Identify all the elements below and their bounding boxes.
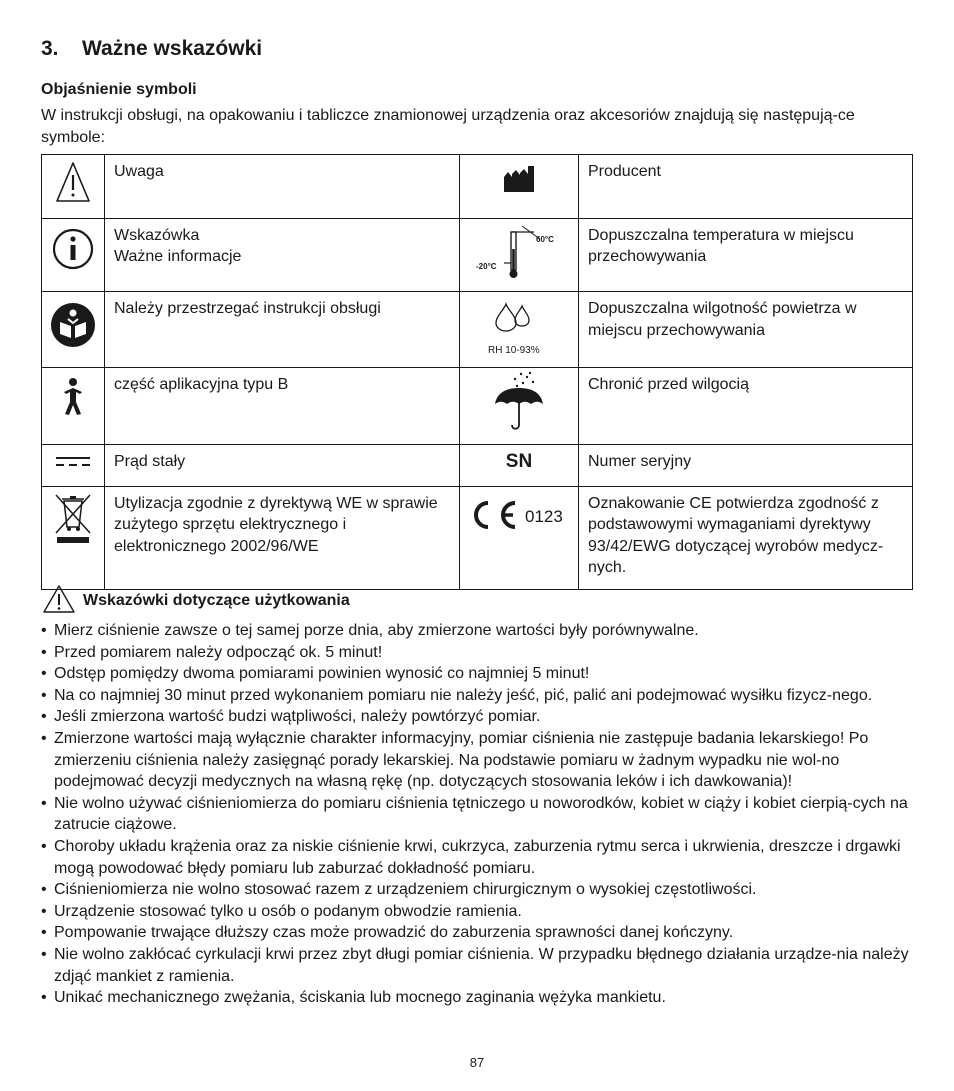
bullet-marker: •: [41, 924, 47, 942]
page-number: 87: [469, 1055, 485, 1070]
bullet-marker: •: [41, 902, 47, 920]
list-item-text: Nie wolno zakłócać cyrkulacji krwi przez zbyt długi pomiar ciśnienia. W przypadku błędnego działania urządze-nia należy zdjąć mankiet z ramienia.: [54, 945, 909, 985]
symbol-description: Producent: [579, 155, 913, 219]
list-item-text: Choroby układu krążenia oraz za niskie ciśnienie krwi, cukrzyca, zaburzenia rytmu serca i ukrwienia, dreszcze i drgawki mogą powodować błędy pomiaru lub zaburzać dokładność pomiaru.: [54, 837, 901, 877]
list-item: [41, 663, 916, 685]
humidity-range-label: RH 10-93%: [488, 345, 540, 356]
symbol-description: Dopuszczalna wilgotność powietrza w miejscu przechowywania: [579, 292, 913, 368]
serial-number-icon: [460, 445, 579, 487]
section-title: [41, 37, 262, 61]
table-row: [42, 445, 913, 487]
serial-number-label: SN: [505, 451, 533, 472]
symbol-description: Wskazówka Ważne informacje: [105, 218, 460, 292]
list-item: [41, 793, 916, 836]
manufacturer-icon: [460, 155, 579, 219]
warning-triangle-icon: [41, 584, 77, 614]
bullet-marker: •: [41, 945, 47, 963]
symbols-intro: W instrukcji obsługi, na opakowaniu i tabliczce znamionowej urządzenia oraz akcesoriów znajdują się następują-ce symbole:: [41, 107, 855, 146]
bullet-marker: •: [41, 837, 47, 855]
list-item-text: Jeśli zmierzona wartość budzi wątpliwości, należy powtórzyć pomiar.: [54, 708, 541, 726]
list-item-text: Unikać mechanicznego zwężania, ściskania lub mocnego zaginania wężyka mankietu.: [54, 989, 666, 1007]
list-item: [41, 620, 916, 642]
weee-bin-icon: [42, 486, 105, 590]
list-item: [41, 642, 916, 664]
usage-heading: Wskazówki dotyczące użytkowania: [83, 592, 350, 609]
symbol-description: Utylizacja zgodnie z dyrektywą WE w sprawie zużytego sprzętu elektrycznego i elektronicznego 2002/96/WE: [105, 486, 460, 590]
warning-triangle-icon: [42, 155, 105, 219]
keep-dry-umbrella-icon: [460, 367, 579, 445]
ce-mark-icon: [460, 486, 579, 590]
temperature-limit-icon: [460, 218, 579, 292]
table-row: [42, 218, 913, 292]
bullet-marker: •: [41, 643, 47, 661]
list-item: [41, 879, 916, 901]
bullet-marker: •: [41, 622, 47, 639]
symbol-description: Prąd stały: [105, 445, 460, 487]
list-item-text: Nie wolno używać ciśnieniomierza do pomiaru ciśnienia tętniczego u noworodków, kobiet w ciąży i kobiet cierpią-cych na zatrucie ciążowe.: [54, 794, 908, 834]
read-manual-icon: [42, 292, 105, 368]
symbol-description: część aplikacyjna typu B: [105, 367, 460, 445]
bullet-marker: •: [41, 686, 47, 704]
symbol-description: Chronić przed wilgocią: [579, 367, 913, 445]
section-number: 3.: [41, 37, 59, 60]
list-item: [41, 922, 916, 944]
usage-heading-block: [41, 584, 350, 614]
notified-body-number: 0123: [525, 506, 563, 526]
list-item: [41, 685, 916, 707]
list-item: [41, 944, 916, 987]
list-item-text: Zmierzone wartości mają wyłącznie charakter informacyjny, pomiar ciśnienia nie zastępuje badania lekarskiego! Po zmierzeniu ciśnienia należy zasięgnąć porady lekarskiej. Na podstawie pomiaru w żadnym wypadku nie wol-no podejmować decyzji medycznych na własną rękę (np. dotyczących stosowania leków i ich dawkowania)!: [54, 729, 869, 791]
symbols-heading: Objaśnienie symboli: [41, 81, 197, 98]
list-item-text: Odstęp pomiędzy dwoma pomiarami powinien wynosić co najmniej 5 minut!: [54, 665, 590, 683]
direct-current-icon: [42, 445, 105, 487]
symbol-description: Uwaga: [105, 155, 460, 219]
bullet-marker: •: [41, 708, 47, 726]
list-item-text: Urządzenie stosować tylko u osób o podanym obwodzie ramienia.: [54, 902, 522, 920]
list-item-text: Na co najmniej 30 minut przed wykonaniem pomiaru nie należy jeść, pić, palić ani podejmować wysiłku fizycz-nego.: [54, 686, 873, 704]
list-item: [41, 901, 916, 923]
symbol-description: Oznakowanie CE potwierdza zgodność z podstawowymi wymaganiami dyrektywy 93/42/EWG dotyczącej wyrobów medycz-nych.: [579, 486, 913, 590]
list-item-text: Przed pomiarem należy odpocząć ok. 5 minut!: [54, 643, 383, 661]
bullet-marker: •: [41, 729, 47, 747]
bullet-marker: •: [41, 989, 47, 1007]
table-row: [42, 486, 913, 590]
info-icon: [42, 218, 105, 292]
section-title-text: Ważne wskazówki: [82, 37, 263, 60]
list-item-text: Ciśnieniomierza nie wolno stosować razem z urządzeniem chirurgicznym o wysokiej częstotliwości.: [54, 881, 757, 899]
symbol-description: Należy przestrzegać instrukcji obsługi: [105, 292, 460, 368]
list-item-text: Pompowanie trwające dłuższy czas może prowadzić do zaburzenia sprawności danej kończyny.: [54, 924, 734, 942]
temp-max-label: 60°C: [536, 234, 554, 244]
list-item: [41, 728, 916, 793]
list-item: [41, 706, 916, 728]
symbol-description: Dopuszczalna temperatura w miejscu przechowywania: [579, 218, 913, 292]
usage-list: [41, 620, 916, 1009]
table-row: [42, 292, 913, 368]
list-item: [41, 987, 916, 1009]
bullet-marker: •: [41, 881, 47, 899]
bullet-marker: •: [41, 665, 47, 683]
list-item: [41, 836, 916, 879]
bullet-marker: •: [41, 794, 47, 812]
humidity-icon: [460, 292, 579, 368]
table-row: [42, 367, 913, 445]
table-row: [42, 155, 913, 219]
type-b-applied-part-icon: [42, 367, 105, 445]
list-item-text: Mierz ciśnienie zawsze o tej samej porze dnia, aby zmierzone wartości były porównywalne.: [54, 622, 699, 639]
symbols-table: [41, 154, 913, 590]
temp-min-label: -20°C: [476, 261, 497, 271]
symbol-description: Numer seryjny: [579, 445, 913, 487]
